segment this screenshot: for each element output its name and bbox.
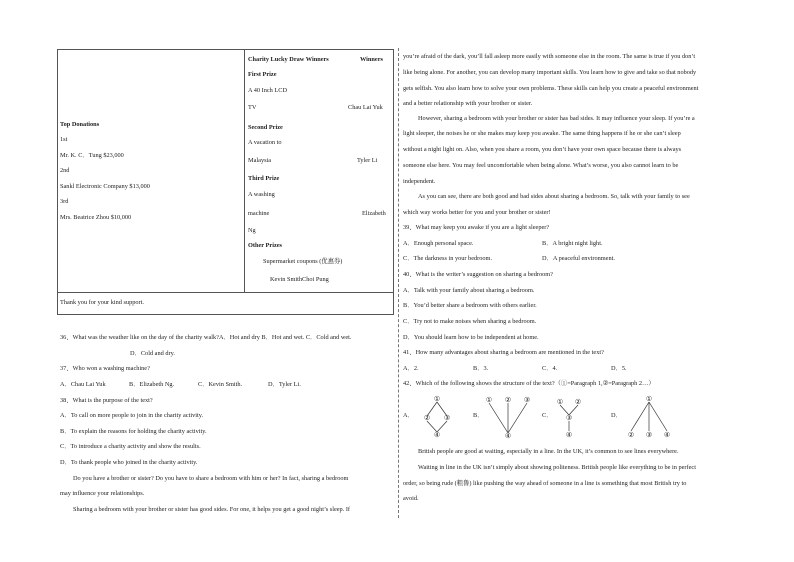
first-prize-heading: First Prize xyxy=(248,71,277,78)
question-38-option-c: C．To introduce a charity activity and show the results. xyxy=(60,443,201,450)
second-prize-winner: Tyler Li xyxy=(357,157,378,164)
question-42: 42、Which of the following shows the structure of the text?（①=Paragraph 1,②=Paragraph 2…） xyxy=(403,380,655,387)
question-41-option-b: B．3. xyxy=(473,365,489,372)
node-label: ③ xyxy=(565,414,573,422)
passage-line: British people are good at waiting, especially in a line. In the UK, it’s common to see lines everywhere. xyxy=(418,448,679,455)
node-label: ② xyxy=(504,396,512,404)
donation-line: Mrs. Beatrice Zhou $10,000 xyxy=(60,214,132,221)
passage-line: like being alone. For another, you can develop many important skills. You learn how to give and take so that nobody xyxy=(403,69,697,76)
node-label: ① xyxy=(433,395,441,403)
passage-line: Waiting in line in the UK isn’t simply about showing politeness. British people like everything to be in perfect xyxy=(418,464,696,471)
question-42-option-b: B． xyxy=(473,412,484,419)
second-prize-item: A vacation to xyxy=(248,139,282,146)
other-prizes-heading: Other Prizes xyxy=(248,242,282,249)
question-39-option-b: B．A bright night light. xyxy=(542,240,603,247)
second-prize-item: Malaysia xyxy=(248,157,272,164)
node-label: ① xyxy=(556,398,564,406)
first-prize-item: TV xyxy=(248,104,257,111)
top-donations-heading: Top Donations xyxy=(60,121,100,128)
passage-line: and a better relationship with your brother or sister. xyxy=(403,100,533,107)
question-39-option-d: D．A peaceful environment. xyxy=(542,255,615,262)
passage-line: someone else here. You may feel uncomfortable when being alone. What’s worse, you also cannot learn to be xyxy=(403,162,679,169)
passage-line: may influence your relationships. xyxy=(60,490,145,497)
first-prize-item: A 40 Inch LCD xyxy=(248,87,288,94)
question-37-option-d: D．Tyler Li. xyxy=(268,381,301,388)
node-label: ④ xyxy=(663,431,671,439)
winners-label: Winners xyxy=(360,56,383,63)
node-label: ④ xyxy=(565,431,573,439)
question-41: 41、How many advantages about sharing a bedroom are mentioned in the text? xyxy=(403,349,604,356)
other-prizes-item: Supermarket coupons (优惠券) xyxy=(263,258,343,265)
thanks-line: Thank you for your kind support. xyxy=(60,299,144,306)
passage-line: independent. xyxy=(403,178,436,185)
passage-line: you’re afraid of the dark, you’ll fall asleep more easily with someone else in the room. The same is true if you don’t xyxy=(403,53,696,60)
donation-line: 2nd xyxy=(60,167,70,174)
passage-line: However, sharing a bedroom with your brother or sister has bad sides. It may influence your sleep. If you’re a xyxy=(418,115,695,122)
lucky-draw-title: Charity Lucky Draw Winners xyxy=(248,56,329,63)
passage-line: Sharing a bedroom with your brother or sister has good sides. For one, it helps you get a good night’s sleep. If xyxy=(73,506,351,513)
question-40-option-a: A．Talk with your family about sharing a bedroom. xyxy=(403,287,535,294)
passage-line: which way works better for you and your brother or sister! xyxy=(403,209,551,216)
node-label: ② xyxy=(574,398,582,406)
passage-line: Do you have a brother or sister? Do you have to share a bedroom with him or her? In fact, sharing a bedroom xyxy=(73,475,349,482)
donation-line: Sankl Electronic Company $13,000 xyxy=(60,183,150,190)
question-39-option-a: A．Enough personal space. xyxy=(403,240,474,247)
third-prize-winner: Elizabeth xyxy=(362,210,386,217)
question-38-option-d: D．To thank people who joined in the charity activity. xyxy=(60,459,198,466)
node-label: ③ xyxy=(523,396,531,404)
passage-line: gets selfish. You also learn how to solve your own problems. These skills can help you create a peaceful environment xyxy=(403,85,699,92)
first-prize-winner: Chau Lai Yuk xyxy=(348,104,383,111)
third-prize-item: A washing xyxy=(248,191,275,198)
question-37: 37、Who won a washing machine? xyxy=(60,365,150,372)
question-40-option-c: C．Try not to make noises when sharing a bedroom. xyxy=(403,318,537,325)
question-38-option-b: B．To explain the reasons for holding the charity activity. xyxy=(60,428,207,435)
question-40: 40、What is the writer’s suggestion on sharing a bedroom? xyxy=(403,271,553,278)
node-label: ② xyxy=(627,431,635,439)
second-prize-heading: Second Prize xyxy=(248,124,283,131)
question-36-option-d: D．Cold and dry. xyxy=(130,350,175,357)
question-39-option-c: C．The darkness in your bedroom. xyxy=(403,255,493,262)
question-38: 38、What is the purpose of the text? xyxy=(60,397,153,404)
donation-line: 1st xyxy=(60,136,68,143)
node-label: ① xyxy=(485,396,493,404)
question-42-option-c: C． xyxy=(542,412,553,419)
third-prize-item: machine xyxy=(248,210,270,217)
node-label: ③ xyxy=(645,431,653,439)
third-prize-winner: Ng xyxy=(248,227,256,234)
passage-line: As you can see, there are both good and bad sides about sharing a bedroom. So, talk with your family to see xyxy=(418,193,690,200)
question-40-option-b: B．You’d better share a bedroom with others earlier. xyxy=(403,302,537,309)
passage-line: without a night light on. Also, when you share a room, you don’t have your own space because there is always xyxy=(403,146,682,153)
node-label: ① xyxy=(645,395,653,403)
passage-line: light sleeper, the noises he or she makes may keep you awake. The same thing happens if he or she can’t sleep xyxy=(403,130,681,137)
other-prizes-winners: Kevin SmithChoi Pung xyxy=(270,276,329,283)
question-37-option-c: C．Kevin Smith. xyxy=(198,381,243,388)
third-prize-heading: Third Prize xyxy=(248,175,280,182)
question-37-option-a: A．Chau Lai Yuk xyxy=(60,381,106,388)
node-label: ④ xyxy=(504,432,512,440)
question-41-option-a: A．2. xyxy=(403,365,419,372)
question-37-option-b: B．Elizabeth Ng. xyxy=(129,381,175,388)
question-39: 39、What may keep you awake if you are a light sleeper? xyxy=(403,224,550,231)
question-41-option-d: D．5. xyxy=(611,365,627,372)
node-label: ③ xyxy=(443,414,451,422)
node-label: ② xyxy=(423,414,431,422)
question-41-option-c: C．4. xyxy=(542,365,558,372)
question-42-option-a: A． xyxy=(403,412,414,419)
passage-line: avoid. xyxy=(403,495,419,502)
question-38-option-a: A．To call on more people to join in the charity activity. xyxy=(60,412,204,419)
question-42-option-d: D． xyxy=(611,412,622,419)
donation-line: 3rd xyxy=(60,198,69,205)
donation-line: Mr. K. C．Tung $23,000 xyxy=(60,152,124,159)
passage-line: order, so being rude (粗鲁) like pushing the way ahead of someone in a line is something that most British try to xyxy=(403,480,687,487)
question-40-option-d: D．You should learn how to be independent at home. xyxy=(403,334,539,341)
question-36: 36、What was the weather like on the day of the charity walk?A．Hot and dry B．Hot and wet. C．Cold and wet. xyxy=(60,334,352,341)
node-label: ④ xyxy=(433,431,441,439)
